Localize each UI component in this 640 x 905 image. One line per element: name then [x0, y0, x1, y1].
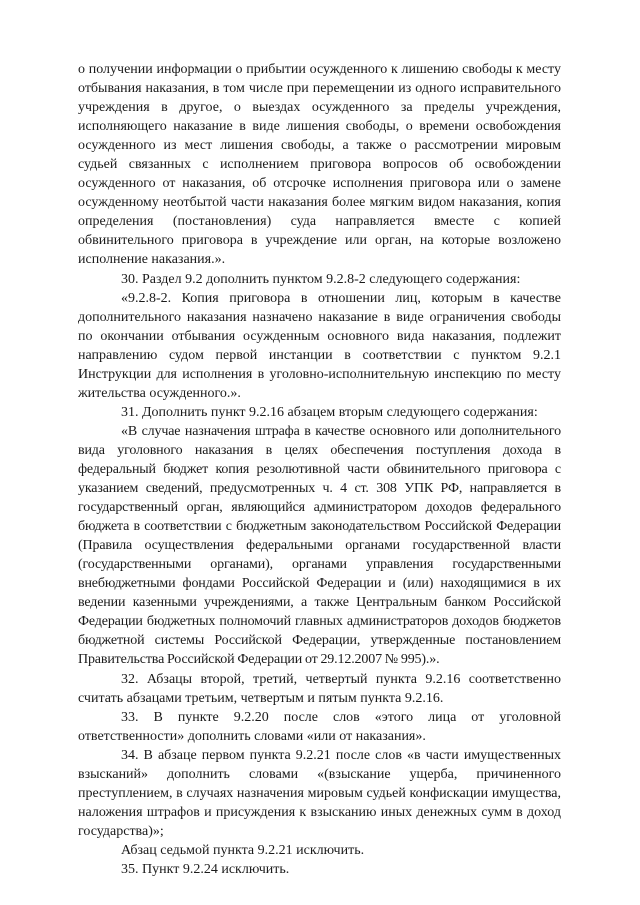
- paragraph-quote-fine: «В случае назначения штрафа в качестве основного или дополнительного вида уголовного наказания в целях обеспечения поступления дохода в федеральный бюджет копия резолютивной части обвинительного приговора с указанием сведений, предусмотренных ч. 4 ст. 308 УПК РФ, направляется в государственный орган, являющийся администратором доходов федерального бюджета в соответствии с бюджетным законодательством Российской Федерации (Правила осуществления федеральными органами государственной власти (государственными органами), органами управления государственными внебюджетными фондами Российской Федерации и (или) находящимися в их ведении казенными учреждениями, а также Центральным банком Российской Федерации бюджетных полномочий главных администраторов доходов бюджетов бюджетной системы Российской Федерации, утвержденные постановлением Правительства Российской Федерации от 29.12.2007 № 995).».: [78, 423, 561, 668]
- paragraph-quote-9-2-8-2: «9.2.8-2. Копия приговора в отношении лиц, которым в качестве дополнительного наказания назначено наказание в виде ограничения свободы по окончании отбывания осужденным основного вида наказания, подлежит направлению судом первой инстанции в соответствии с пунктом 9.2.1 Инструкции для исполнения в уголовно-исполнительную инспекцию по месту жительства осужденного.».: [78, 290, 561, 401]
- paragraph-item-33: 33. В пункте 9.2.20 после слов «этого лица от уголовной ответственности» дополнить словами «или от наказания».: [78, 709, 561, 744]
- paragraph-continuation: о получении информации о прибытии осужденного к лишению свободы к месту отбывания наказания, в том числе при перемещении из одного исправительного учреждения в другое, о выездах осужденного за пределы учреждения, исполняющего наказание в виде лишения свободы, о времени освобождения осужденного из мест лишения свободы, а также о рассмотрении мировым судьей связанных с исполнением приговора вопросов об освобождении осужденного от наказания, об отсрочке исполнения приговора или о замене осужденному неотбытой части наказания более мягким видом наказания, копия определения (постановления) суда направляется вместе с копией обвинительного приговора в учреждение или орган, на которые возложено исполнение наказания.».: [78, 62, 561, 268]
- paragraph-item-32: 32. Абзацы второй, третий, четвертый пункта 9.2.16 соответственно считать абзацами третьим, четвертым и пятым пункта 9.2.16.: [78, 671, 561, 706]
- document-body: [78, 60, 561, 879]
- paragraph-item-35: 35. Пункт 9.2.24 исключить.: [121, 861, 290, 877]
- paragraph-item-30: 30. Раздел 9.2 дополнить пунктом 9.2.8-2 следующего содержания:: [121, 271, 521, 287]
- paragraph-item-34-addendum: Абзац седьмой пункта 9.2.21 исключить.: [121, 842, 365, 858]
- paragraph-item-31: 31. Дополнить пункт 9.2.16 абзацем вторым следующего содержания:: [121, 404, 538, 420]
- paragraph-item-34: 34. В абзаце первом пункта 9.2.21 после слов «в части имущественных взысканий» дополнить словами «(взыскание ущерба, причиненного преступлением, в случаях назначения мировым судьей конфискации имущества, наложения штрафов и присуждения к взысканию иных денежных сумм в доход государства)»;: [78, 747, 561, 839]
